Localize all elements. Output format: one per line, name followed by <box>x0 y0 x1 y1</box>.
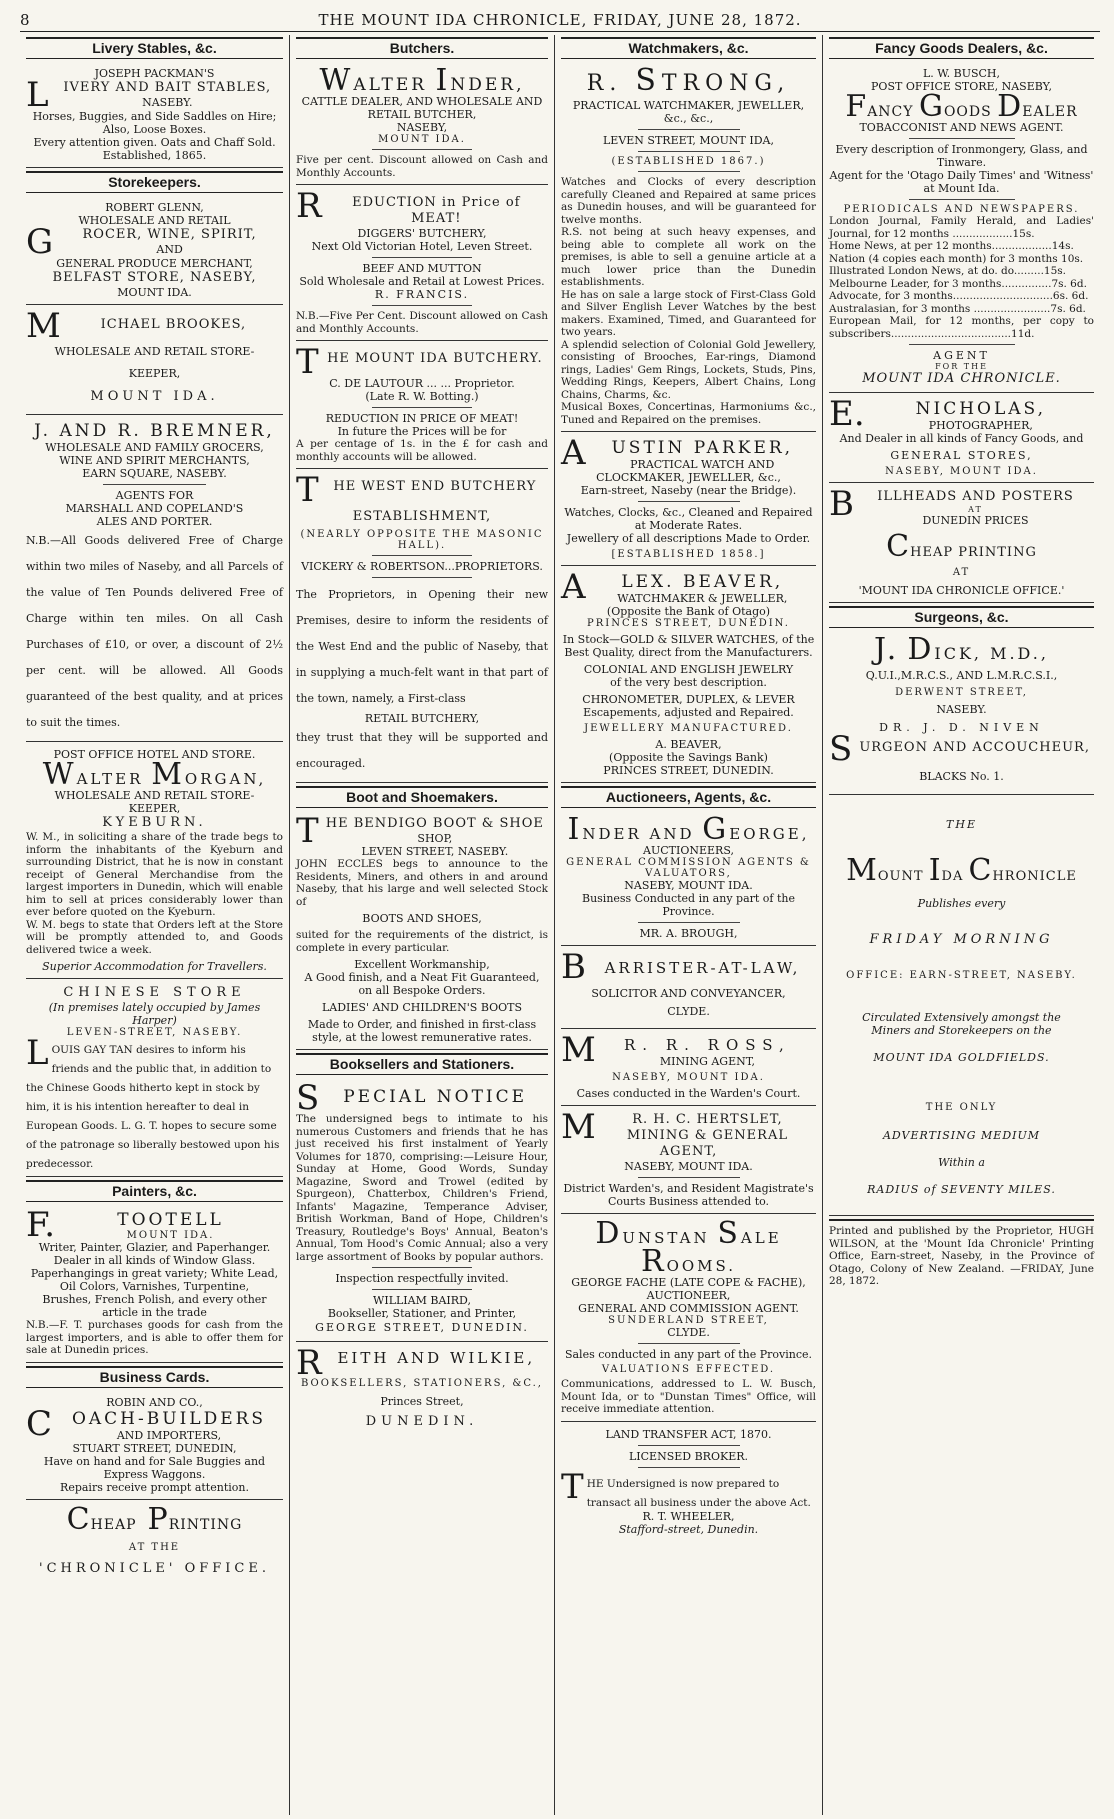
drop-cap: M <box>26 306 61 346</box>
drop-cap: S <box>296 1078 320 1118</box>
ad-robin: ROBIN AND CO., C OACH-BUILDERS AND IMPORTERS, STUART STREET, DUNEDIN, Have on hand and for Sale Buggies and Express Waggons. Repairs receive prompt attention. <box>26 1393 283 1500</box>
ad-land-transfer: LAND TRANSFER ACT, 1870. LICENSED BROKER. T HE Undersigned is now prepared to transact all business under the above Act. R. T. WHEELER, Stafford-street, Dunedin. <box>561 1427 811 1536</box>
drop-cap: R <box>296 186 322 226</box>
ad-nicholas: E. NICHOLAS, PHOTOGRAPHER, And Dealer in all kinds of Fancy Goods, and GENERAL STORES, NASEBY, MOUNT IDA. <box>829 396 1094 483</box>
ad-bendigo-boot: T HE BENDIGO BOOT & SHOE SHOP, LEVEN STREET, NASEBY. JOHN ECCLES begs to announce to the Residents, Miners, and others in and around Naseby, that his large and well selected Stock of BOOTS AND SHOES, suited for the requirements of the district, is complete in every particular. Excellent Workmanship, A Good finish, and a Neat Fit Guaranteed, on all Bespoke Orders. LADIES' AND CHILDREN'S BOOTS Made to Order, and finished in first-class style, at the lowest remunerative rates. <box>296 813 548 1050</box>
ad-reith-wilkie: R EITH AND WILKIE, BOOKSELLERS, STATIONERS, &C., Princes Street, DUNEDIN. <box>296 1343 543 1429</box>
ad-dick: J. DICK, M.D., Q.U.I.,M.R.C.S., AND L.M.R.C.S.I., DERWENT STREET, NASEBY. DR. J. D. NIVEN S URGEON AND ACCOUCHEUR, BLACKS No. 1. <box>829 633 1094 795</box>
masthead <box>20 10 1100 32</box>
ad-west-end-butchery: T HE WEST END BUTCHERY ESTABLISHMENT, (NEARLY OPPOSITE THE MASONIC HALL). VICKERY & ROBERTSON...PROPRIETORS. The Proprietors, in Opening their new Premises, desire to inform the residents of the West End and the public of Naseby, that in supplying a much-felt want in that part of the town, namely, a First-class RETAIL BUTCHERY, they trust that they will be supported and encouraged. <box>296 472 548 783</box>
section-heading: Booksellers and Stationers. <box>296 1053 548 1075</box>
section-heading: Auctioneers, Agents, &c. <box>561 786 816 808</box>
column-2 <box>290 35 555 1815</box>
ad-mount-ida-butchery: T HE MOUNT IDA BUTCHERY. C. DE LAUTOUR ... ... Proprietor. (Late R. W. Botting.) REDUCTION IN PRICE OF MEAT! In future the Prices will be for A per centage of 1s. in the £ for cash and monthly accounts will be allowed. <box>296 344 548 469</box>
ad-cheap-printing: CHEAP PRINTING AT THE 'CHRONICLE' OFFICE. <box>39 1501 270 1576</box>
drop-cap: L <box>26 75 49 115</box>
drop-cap: S <box>829 729 853 769</box>
section-heading: Surgeons, &c. <box>829 606 1094 628</box>
drop-cap: A <box>561 567 586 607</box>
ad-diggers-butchery: R EDUCTION in Price of MEAT! DIGGERS' BUTCHERY, Next Old Victorian Hotel, Leven Street. BEEF AND MUTTON Sold Wholesale and Retail at Lowest Prices. R. FRANCIS. N.B.—Five Per Cent. Discount allowed on Cash and Monthly Accounts. <box>296 188 548 341</box>
drop-cap: T <box>296 470 319 510</box>
ad-strong: R. STRONG, PRACTICAL WATCHMAKER, JEWELLER, &c., &c., LEVEN STREET, MOUNT IDA, (ESTABLISHED 1867.) Watches and Clocks of every description carefully Cleaned and Repaired at same prices as Dunedin houses, and will be guaranteed for twelve months. R.S. not being at such heavy expenses, and being able to complete all work on the premises, is able to sell a genuine article at a much lower price than the Dunedin establishments. He has on sale a large stock of First-Class Gold and Silver English Lever Watches by the best makers. Examined, Timed, and Guaranteed for two years. A splendid selection of Colonial Gold Jewellery, consisting of Brooches, Ear-rings, Diamond rings, Ladies' Gem Rings, Lockets, Studs, Pins, Wedding Rings, Keepers, Albert Chains, Long Chains, Charms, &c. Musical Boxes, Concertinas, Harmoniums &c., Tuned and Repaired on the premises. <box>561 64 816 432</box>
drop-cap: M <box>561 1107 596 1147</box>
ad-billheads: B ILLHEADS AND POSTERS AT DUNEDIN PRICES CHEAP PRINTING AT 'MOUNT IDA CHRONICLE OFFICE.' <box>829 486 1094 603</box>
section-heading: Painters, &c. <box>26 1180 283 1202</box>
ad-ross: M R. R. ROSS, MINING AGENT, NASEBY, MOUNT IDA. Cases conducted in the Warden's Court. <box>561 1032 816 1106</box>
page-number: 8 <box>20 10 30 29</box>
section-heading: Butchers. <box>296 37 548 59</box>
drop-cap: T <box>296 342 319 382</box>
drop-cap: M <box>561 1030 596 1070</box>
ad-barrister: B ARRISTER-AT-LAW, SOLICITOR AND CONVEYANCER, CLYDE. <box>561 949 816 1029</box>
section-heading: Fancy Goods Dealers, &c. <box>829 37 1094 59</box>
drop-cap: T <box>561 1466 584 1507</box>
section-heading: Watchmakers, &c. <box>561 37 816 59</box>
section-heading: Livery Stables, &c. <box>26 37 283 59</box>
printers-imprint: Printed and published by the Proprietor, HUGH WILSON, at the 'Mount Ida Chronicle' Printing Office, Earn-street, Naseby, in the Province of Otago, Colony of New Zealand. —FRIDAY, June 28, 1872. <box>829 1219 1094 1288</box>
drop-cap: E. <box>829 394 865 434</box>
drop-cap: T <box>296 811 319 851</box>
drop-cap: F. <box>26 1205 56 1245</box>
ad-tootell: F. TOOTELL MOUNT IDA. Writer, Painter, Glazier, and Paperhanger. Dealer in all kinds of Window Glass. Paperhangings in great variety; White Lead, Oil Colors, Varnishes, Turpentine, Brushes, French Polish, and every other article in the trade N.B.—F. T. purchases goods for cash from the largest importers, and is able to offer them for sale at Dunedin prices. <box>26 1207 283 1363</box>
ad-packman: JOSEPH PACKMAN'S L IVERY AND BAIT STABLES, NASEBY. Horses, Buggies, and Side Saddles on Hire; Also, Loose Boxes. Every attention given. Oats and Chaff Sold. Established, 1865. <box>26 64 283 168</box>
drop-cap: R <box>296 1343 322 1383</box>
ad-busch: L. W. BUSCH, POST OFFICE STORE, NASEBY, FANCY GOODS DEALER TOBACCONIST AND NEWS AGENT. Every description of Ironmongery, Glass, and Tinware. Agent for the 'Otago Daily Times' and 'Witness' at Mount Ida. PERIODICALS AND NEWSPAPERS. London Journal, Family Herald, and Ladies' Journal, for 12 months ..................15s. Home News, at per 12 months..................14s. Nation (4 copies each month) for 3 months 10s. Illustrated London News, at do. do.........15s. Melbourne Leader, for 3 months...............7s. 6d. Advocate, for 3 months..............................6s. 6d. Australasian, for 3 months .......................7s. 6d. European Mail, for 12 months, per copy to subscribers....................................11d. AGENT FOR THE MOUNT IDA CHRONICLE. <box>829 64 1094 393</box>
section-heading: Business Cards. <box>26 1366 283 1388</box>
ad-brookes: M ICHAEL BROOKES, WHOLESALE AND RETAIL STORE- KEEPER, MOUNT IDA. <box>26 308 283 415</box>
ad-chronicle-house: THE MOUNT IDA CHRONICLE Publishes every FRIDAY MORNING OFFICE: EARN-STREET, NASEBY. Circulated Extensively amongst the Miners and Storekeepers on the MOUNT IDA GOLDFIELDS. THE ONLY ADVERTISING MEDIUM Within a RADIUS of SEVENTY MILES. <box>829 798 1094 1216</box>
column-3 <box>555 35 823 1815</box>
ad-dunstan-sale-rooms: DUNSTAN SALE ROOMS. GEORGE FACHE (LATE COPE & FACHE), AUCTIONEER, GENERAL AND COMMISSION AGENT. SUNDERLAND STREET, CLYDE. Sales conducted in any part of the Province. VALUATIONS EFFECTED. Communications, addressed to L. W. Busch, Mount Ida, or to "Dunstan Times" Office, will receive immediate attention. <box>561 1217 816 1422</box>
section-heading: Boot and Shoemakers. <box>296 786 548 808</box>
drop-cap: G <box>26 222 54 262</box>
ad-austin-parker: A USTIN PARKER, PRACTICAL WATCH AND CLOCKMAKER, JEWELLER, &c., Earn-street, Naseby (near the Bridge). Watches, Clocks, &c., Cleaned and Repaired at Moderate Rates. Jewellery of all descriptions Made to Order. [ESTABLISHED 1858.] <box>561 435 816 566</box>
ad-inder-butcher: WALTER INDER, CATTLE DEALER, AND WHOLESALE AND RETAIL BUTCHER, NASEBY, MOUNT IDA. Five per cent. Discount allowed on Cash and Monthly Accounts. <box>296 64 548 185</box>
ad-special-notice: S PECIAL NOTICE The undersigned begs to intimate to his numerous Customers and friends that he has just received his first instalment of Yearly Volumes for 1870, comprising:—Leisure Hour, Sunday at Home, Good Words, Sunday Magazine, Sword and Trowel (edited by Spurgeon), Chatterbox, Children's Friend, Infants' Magazine, Temperance Adviser, British Workman, Band of Hope, Children's Treasury, Routledge's Boys' Annual, Beaton's Annual, Tom Hood's Comic Annual; also a very large assortment of Books by popular authors. Inspection respectfully invited. WILLIAM BAIRD, Bookseller, Stationer, and Printer, GEORGE STREET, DUNEDIN. <box>296 1080 548 1342</box>
drop-cap: L <box>26 1033 49 1073</box>
drop-cap: A <box>561 433 586 473</box>
drop-cap: B <box>561 947 586 987</box>
drop-cap: C <box>26 1403 53 1444</box>
ad-beaver: A LEX. BEAVER, WATCHMAKER & JEWELLER, (Opposite the Bank of Otago) PRINCES STREET, DUNEDIN. In Stock—GOLD & SILVER WATCHES, of the Best Quality, direct from the Manufacturers. COLONIAL AND ENGLISH JEWELRY of the very best description. CHRONOMETER, DUPLEX, & LEVER Escapements, adjusted and Repaired. JEWELLERY MANUFACTURED. A. BEAVER, (Opposite the Savings Bank) PRINCES STREET, DUNEDIN. <box>561 569 816 783</box>
column-1 <box>20 35 290 1815</box>
ad-morgan: POST OFFICE HOTEL AND STORE. WALTER MORGAN, WHOLESALE AND RETAIL STORE- KEEPER, KYEBURN. W. M., in soliciting a share of the trade begs to inform the inhabitants of the Kyeburn and surrounding District, that he is now in constant receipt of General Merchandise from the largest importers in Dunedin, which will enable him to sell at prices considerably lower than ever before quoted on the Kyeburn. W. M. begs to state that Orders left at the Store will be promptly attended to, and Goods delivered twice a week. Superior Accommodation for Travellers. <box>26 745 283 979</box>
section-heading: Storekeepers. <box>26 171 283 193</box>
ad-inder-george: INDER AND GEORGE, AUCTIONEERS, GENERAL COMMISSION AGENTS & VALUATORS, NASEBY, MOUNT IDA. Business Conducted in any part of the Province. MR. A. BROUGH, <box>561 813 816 946</box>
ad-chinese-store: CHINESE STORE (In premises lately occupied by James Harper) LEVEN-STREET, NASEBY. L OUIS GAY TAN desires to inform his friends and the public that, in addition to the Chinese Goods hitherto kept in stock by him, it is his intention hereafter to deal in European Goods. L. G. T. hopes to secure some of the patronage so liberally bestowed upon his predecessor. <box>26 982 283 1177</box>
ad-glenn: ROBERT GLENN, WHOLESALE AND RETAIL G ROCER, WINE, SPIRIT, AND GENERAL PRODUCE MERCHANT, BELFAST STORE, NASEBY, MOUNT IDA. <box>26 198 283 305</box>
drop-cap: B <box>829 484 854 524</box>
ad-bremner: J. AND R. BREMNER, WHOLESALE AND FAMILY GROCERS, WINE AND SPIRIT MERCHANTS, EARN SQUARE, NASEBY. AGENTS FOR MARSHALL AND COPELAND'S ALES AND PORTER. N.B.—All Goods delivered Free of Charge within two miles of Naseby, and all Parcels of the value of Ten Pounds delivered Free of Charge within ten miles. On all Cash Purchases of £10, or over, a discount of 2½ per cent. will be allowed. All Goods guaranteed of the best quality, and at prices to suit the times. <box>26 418 283 742</box>
column-4 <box>823 35 1100 1815</box>
newspaper-title: THE MOUNT IDA CHRONICLE, FRIDAY, JUNE 28, 1872. <box>318 10 802 29</box>
ad-hertslet: M R. H. C. HERTSLET, MINING & GENERAL AGENT, NASEBY, MOUNT IDA. District Warden's, and Resident Magistrate's Courts Business attended to. <box>561 1109 816 1214</box>
